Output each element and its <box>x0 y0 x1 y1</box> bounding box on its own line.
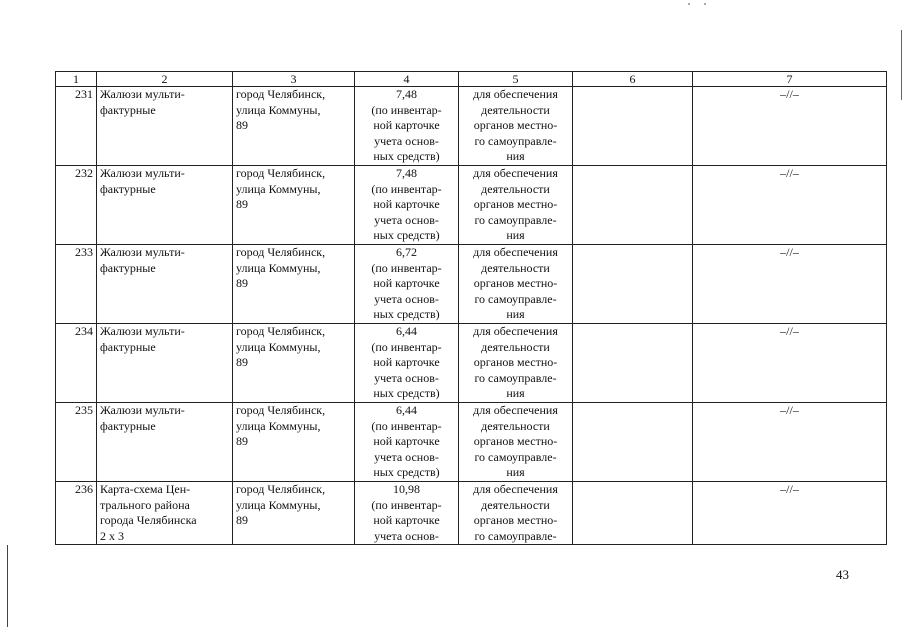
item-col7: –//– <box>780 482 799 496</box>
item-number-cell <box>56 403 97 482</box>
item-purpose-line: го самоуправле- <box>474 370 557 385</box>
item-value-line: 10,98 <box>393 482 420 496</box>
scan-speck <box>688 3 690 5</box>
item-purpose-cell <box>459 166 573 245</box>
item-value-cell <box>355 482 459 545</box>
item-purpose-line: для обеспечения <box>473 403 558 417</box>
column-number: 6 <box>573 72 693 87</box>
item-name-line: Жалюзи мульти- <box>100 324 185 338</box>
item-address-line: улица Коммуны, <box>236 339 321 354</box>
item-col7-cell <box>693 166 887 245</box>
item-purpose-line: органов местно- <box>473 197 558 212</box>
item-purpose-line: для обеспечения <box>473 87 558 101</box>
item-purpose-cell <box>459 482 573 545</box>
item-purpose-line: органов местно- <box>473 434 558 449</box>
item-purpose-line: органов местно- <box>473 513 558 528</box>
item-address-line: город Челябинск, <box>236 166 326 180</box>
item-value-line: учета основ- <box>374 133 439 148</box>
item-name-cell <box>97 87 233 166</box>
item-value-line: учета основ- <box>374 449 439 464</box>
item-value-line: ной карточке <box>373 276 440 291</box>
item-number-cell <box>56 482 97 545</box>
item-address-line: город Челябинск, <box>236 245 326 259</box>
item-col6-cell <box>573 166 693 245</box>
item-purpose-line: органов местно- <box>473 355 558 370</box>
item-name-line: фактурные <box>100 260 156 275</box>
item-address-cell <box>233 482 355 545</box>
item-address-line: улица Коммуны, <box>236 497 321 512</box>
item-name-cell <box>97 403 233 482</box>
table-body <box>56 87 887 545</box>
item-address-cell <box>233 87 355 166</box>
item-name-cell <box>97 245 233 324</box>
item-name-line: Жалюзи мульти- <box>100 245 185 259</box>
item-address-line: улица Коммуны, <box>236 418 321 433</box>
item-purpose-line: деятельности <box>481 260 550 275</box>
item-purpose-line: ния <box>506 386 525 401</box>
item-purpose-line: деятельности <box>481 339 550 354</box>
item-purpose-line: го самоуправле- <box>474 449 557 464</box>
item-value-line: 7,48 <box>396 166 417 180</box>
item-col7: –//– <box>780 324 799 338</box>
column-number: 1 <box>56 72 97 87</box>
item-number: 233 <box>75 245 93 259</box>
item-name-line: фактурные <box>100 418 156 433</box>
item-value-cell <box>355 324 459 403</box>
item-value-line: (по инвентар- <box>371 418 442 433</box>
item-value-line: (по инвентар- <box>371 339 442 354</box>
item-value-line: (по инвентар- <box>371 181 442 196</box>
item-address-cell <box>233 324 355 403</box>
item-purpose-line: деятельности <box>481 102 550 117</box>
item-value-line: ных средств) <box>373 307 440 322</box>
item-number-cell <box>56 166 97 245</box>
item-value-line: ной карточке <box>373 434 440 449</box>
item-col7: –//– <box>780 166 799 180</box>
item-name-line: Жалюзи мульти- <box>100 166 185 180</box>
item-col7: –//– <box>780 245 799 259</box>
item-name-cell <box>97 324 233 403</box>
item-value-line: ных средств) <box>373 149 440 164</box>
item-purpose-line: го самоуправле- <box>474 528 557 543</box>
item-col6-cell <box>573 245 693 324</box>
item-number-cell <box>56 245 97 324</box>
item-address-cell <box>233 245 355 324</box>
page-number: 43 <box>836 567 849 582</box>
item-col7-cell <box>693 482 887 545</box>
item-address-line: город Челябинск, <box>236 403 326 417</box>
item-purpose-line: для обеспечения <box>473 245 558 259</box>
item-purpose-line: органов местно- <box>473 276 558 291</box>
item-name-cell <box>97 166 233 245</box>
item-address-line: 89 <box>236 355 248 370</box>
column-number: 2 <box>97 72 233 87</box>
table-row <box>56 87 887 166</box>
item-address-line: город Челябинск, <box>236 482 326 496</box>
item-number-cell <box>56 324 97 403</box>
item-value-line: 7,48 <box>396 87 417 101</box>
table-row <box>56 324 887 403</box>
item-value-line: учета основ- <box>374 370 439 385</box>
item-value-cell <box>355 245 459 324</box>
item-purpose-line: го самоуправле- <box>474 291 557 306</box>
item-value-line: ной карточке <box>373 118 440 133</box>
item-number-cell <box>56 87 97 166</box>
item-col7-cell <box>693 245 887 324</box>
item-purpose-line: ния <box>506 149 525 164</box>
item-address-line: 89 <box>236 434 248 449</box>
item-col6-cell <box>573 87 693 166</box>
table-row <box>56 403 887 482</box>
scan-speck <box>704 3 706 5</box>
item-value-line: учета основ- <box>374 291 439 306</box>
table-row <box>56 166 887 245</box>
table-row <box>56 482 887 545</box>
item-col7-cell <box>693 324 887 403</box>
item-value-line: учета основ- <box>374 212 439 227</box>
item-col7: –//– <box>780 87 799 101</box>
item-value-line: (по инвентар- <box>371 102 442 117</box>
column-number: 4 <box>355 72 459 87</box>
item-value-line: 6,44 <box>396 324 417 338</box>
item-col7: –//– <box>780 403 799 417</box>
item-purpose-line: деятельности <box>481 497 550 512</box>
item-purpose-cell <box>459 87 573 166</box>
item-number: 236 <box>75 482 93 496</box>
item-name-line: фактурные <box>100 102 156 117</box>
item-name-line: Жалюзи мульти- <box>100 87 185 101</box>
item-number: 235 <box>75 403 93 417</box>
item-purpose-line: ния <box>506 228 525 243</box>
item-address-cell <box>233 166 355 245</box>
item-value-cell <box>355 403 459 482</box>
item-name-line: 2 х 3 <box>100 528 124 543</box>
item-name-cell <box>97 482 233 545</box>
item-value-line: (по инвентар- <box>371 497 442 512</box>
column-number-row <box>56 72 887 87</box>
item-value-line: учета основ- <box>374 528 439 543</box>
item-purpose-line: ния <box>506 307 525 322</box>
item-address-line: 89 <box>236 197 248 212</box>
item-purpose-cell <box>459 324 573 403</box>
item-value-line: ных средств) <box>373 465 440 480</box>
item-purpose-line: для обеспечения <box>473 166 558 180</box>
item-value-line: ной карточке <box>373 355 440 370</box>
item-value-cell <box>355 87 459 166</box>
item-address-line: город Челябинск, <box>236 324 326 338</box>
item-value-line: ных средств) <box>373 228 440 243</box>
item-purpose-line: для обеспечения <box>473 324 558 338</box>
column-number: 7 <box>693 72 887 87</box>
item-address-cell <box>233 403 355 482</box>
item-number: 234 <box>75 324 93 338</box>
item-address-line: 89 <box>236 276 248 291</box>
scan-edge-right <box>901 30 902 100</box>
item-col7-cell <box>693 87 887 166</box>
item-purpose-line: деятельности <box>481 418 550 433</box>
item-name-line: Жалюзи мульти- <box>100 403 185 417</box>
item-value-cell <box>355 166 459 245</box>
item-value-line: (по инвентар- <box>371 260 442 275</box>
item-value-line: 6,44 <box>396 403 417 417</box>
column-number: 5 <box>459 72 573 87</box>
item-value-line: ной карточке <box>373 197 440 212</box>
item-name-line: фактурные <box>100 339 156 354</box>
item-value-line: ных средств) <box>373 386 440 401</box>
scan-edge-left <box>7 545 8 627</box>
item-address-line: 89 <box>236 513 248 528</box>
item-value-line: ной карточке <box>373 513 440 528</box>
property-table <box>55 71 887 545</box>
item-name-line: города Челябинска <box>100 513 197 528</box>
item-number: 232 <box>75 166 93 180</box>
item-purpose-cell <box>459 245 573 324</box>
item-name-line: фактурные <box>100 181 156 196</box>
item-purpose-line: ния <box>506 465 525 480</box>
item-col7-cell <box>693 403 887 482</box>
item-address-line: 89 <box>236 118 248 133</box>
item-purpose-line: го самоуправле- <box>474 212 557 227</box>
item-value-line: 6,72 <box>396 245 417 259</box>
item-name-line: Карта-схема Цен- <box>100 482 191 496</box>
table-row <box>56 245 887 324</box>
item-address-line: улица Коммуны, <box>236 102 321 117</box>
item-purpose-line: органов местно- <box>473 118 558 133</box>
item-address-line: город Челябинск, <box>236 87 326 101</box>
item-col6-cell <box>573 324 693 403</box>
item-purpose-line: для обеспечения <box>473 482 558 496</box>
item-purpose-line: го самоуправле- <box>474 133 557 148</box>
item-col6-cell <box>573 482 693 545</box>
item-purpose-line: деятельности <box>481 181 550 196</box>
item-col6-cell <box>573 403 693 482</box>
item-name-line: трального района <box>100 497 190 512</box>
item-number: 231 <box>75 87 93 101</box>
item-purpose-cell <box>459 403 573 482</box>
item-address-line: улица Коммуны, <box>236 181 321 196</box>
item-address-line: улица Коммуны, <box>236 260 321 275</box>
column-number: 3 <box>233 72 355 87</box>
